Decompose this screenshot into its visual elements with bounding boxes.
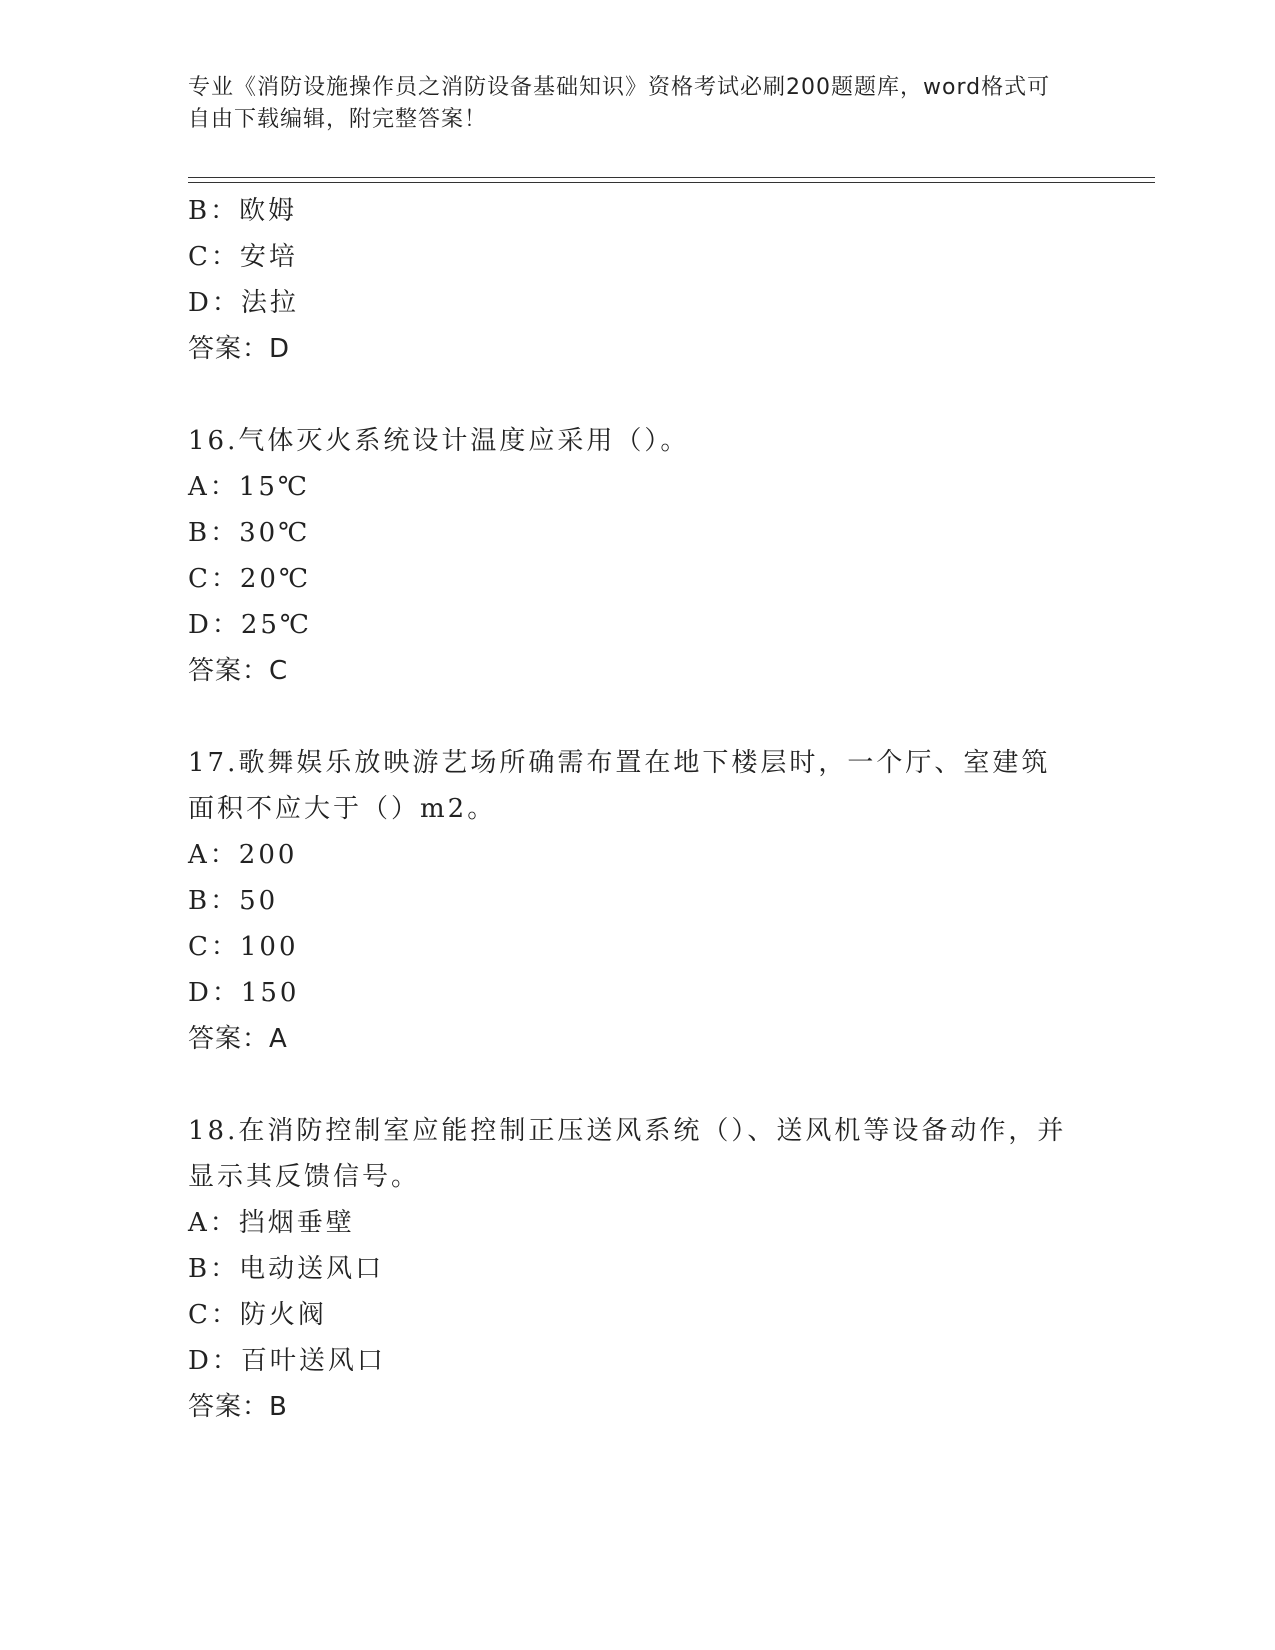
question-16 bbox=[188, 418, 1088, 694]
option-a: A：15℃ bbox=[188, 472, 310, 502]
question-stem: 18.在消防控制室应能控制正压送风系统（）、送风机等设备动作，并显示其反馈信号。 bbox=[188, 1116, 1067, 1192]
question-stem: 17.歌舞娱乐放映游艺场所确需布置在地下楼层时，一个厅、室建筑面积不应大于（）m2。 bbox=[188, 748, 1051, 824]
option-d: D：150 bbox=[188, 978, 300, 1008]
question-content bbox=[188, 188, 1088, 1430]
option-b: B：50 bbox=[188, 886, 279, 916]
option-c: C：20℃ bbox=[188, 564, 312, 594]
spacer bbox=[188, 372, 1088, 418]
option-d: D：法拉 bbox=[188, 288, 299, 318]
spacer bbox=[188, 1062, 1088, 1108]
option-c: C：100 bbox=[188, 932, 299, 962]
option-d: D：25℃ bbox=[188, 610, 313, 640]
question-18 bbox=[188, 1108, 1088, 1430]
header-divider-bottom bbox=[188, 182, 1155, 183]
header-divider-top bbox=[188, 177, 1155, 178]
answer-label: 答案：B bbox=[188, 1392, 288, 1422]
option-c: C：防火阀 bbox=[188, 1300, 327, 1330]
question-15-partial bbox=[188, 188, 1088, 372]
option-d: D：百叶送风口 bbox=[188, 1346, 386, 1376]
answer-label: 答案：A bbox=[188, 1024, 288, 1054]
question-stem: 16.气体灭火系统设计温度应采用（）。 bbox=[188, 426, 690, 456]
question-17 bbox=[188, 740, 1088, 1062]
answer-label: 答案：D bbox=[188, 334, 291, 364]
option-a: A：挡烟垂壁 bbox=[188, 1208, 355, 1238]
option-b: B：30℃ bbox=[188, 518, 311, 548]
document-header: 专业《消防设施操作员之消防设备基础知识》资格考试必刷200题题库，word格式可自由下载编辑，附完整答案！ bbox=[188, 75, 1051, 132]
option-b: B：欧姆 bbox=[188, 196, 298, 226]
option-b: B：电动送风口 bbox=[188, 1254, 385, 1284]
option-c: C：安培 bbox=[188, 242, 298, 272]
option-a: A：200 bbox=[188, 840, 298, 870]
spacer bbox=[188, 694, 1088, 740]
answer-label: 答案：C bbox=[188, 656, 289, 686]
